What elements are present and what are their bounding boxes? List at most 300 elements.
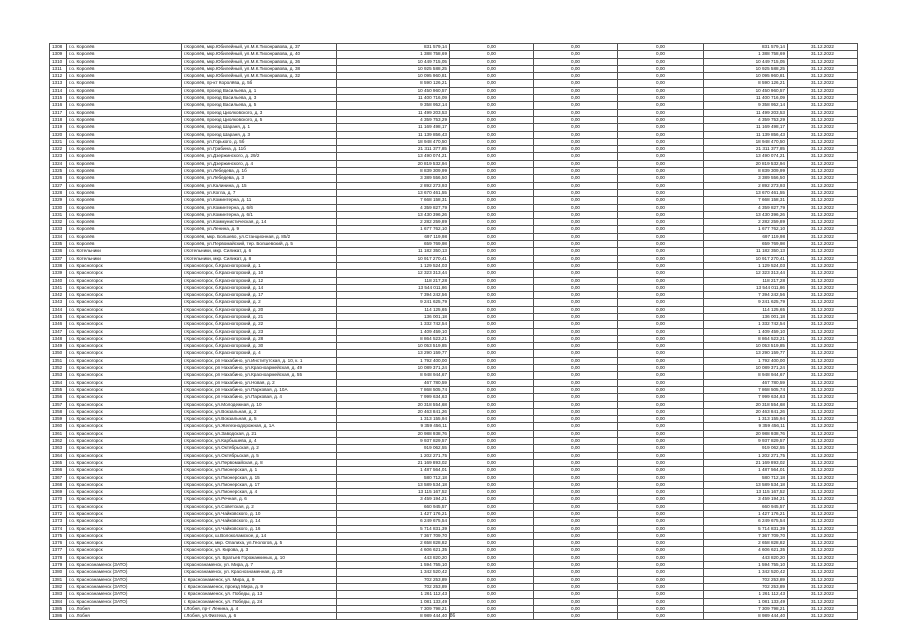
table-row [50, 489, 858, 496]
cell-amount-total: 13 490 074,21 [337, 153, 450, 160]
cell-row-number: 1336 [50, 248, 67, 255]
cell-date: 31.12.2022 [788, 554, 858, 561]
table-row [50, 270, 858, 277]
cell-amount-result: 1 332 742,54 [704, 321, 788, 328]
cell-amount-result: 702 253,89 [704, 576, 788, 583]
cell-row-number: 1386 [50, 613, 67, 620]
table-row [50, 321, 858, 328]
cell-date: 31.12.2022 [788, 365, 858, 372]
cell-amount-col-3: 0,00 [534, 467, 618, 474]
cell-row-number: 1385 [50, 605, 67, 612]
cell-amount-col-2: 0,00 [450, 372, 534, 379]
cell-amount-col-2: 0,00 [450, 189, 534, 196]
cell-amount-col-3: 0,00 [534, 569, 618, 576]
cell-amount-total: 9 359 456,11 [337, 423, 450, 430]
cell-amount-col-4: 0,00 [618, 313, 704, 320]
cell-amount-col-4: 0,00 [618, 160, 704, 167]
cell-date: 31.12.2022 [788, 262, 858, 269]
cell-amount-result: 2 892 273,93 [704, 182, 788, 189]
cell-amount-col-4: 0,00 [618, 182, 704, 189]
cell-municipality: г.о. Красногорск [67, 430, 182, 437]
cell-amount-col-4: 0,00 [618, 58, 704, 65]
table-row [50, 547, 858, 554]
cell-municipality: г.о. Красногорск [67, 438, 182, 445]
cell-amount-result: 467 780,59 [704, 379, 788, 386]
cell-municipality: г.о. Красногорск [67, 343, 182, 350]
cell-amount-total: 5 714 831,39 [337, 525, 450, 532]
cell-amount-col-3: 0,00 [534, 131, 618, 138]
cell-amount-col-4: 0,00 [618, 95, 704, 102]
cell-municipality: г.о. Королёв [67, 138, 182, 145]
cell-municipality: г.о. Королёв [67, 204, 182, 211]
cell-amount-total: 9 358 952,14 [337, 102, 450, 109]
cell-municipality: г.о. Краснознаменск (ЗАТО) [67, 576, 182, 583]
cell-row-number: 1372 [50, 511, 67, 518]
cell-municipality: г.о. Красногорск [67, 496, 182, 503]
cell-municipality: г.о. Королёв [67, 80, 182, 87]
cell-amount-col-2: 0,00 [450, 160, 534, 167]
cell-amount-col-4: 0,00 [618, 292, 704, 299]
cell-address: г.Королёв, ул.Грабина, д. 11б [182, 146, 337, 153]
cell-date: 31.12.2022 [788, 306, 858, 313]
cell-address: г.Красногорск, рп Нахабино, ул.Красноармейская, д. 49 [182, 365, 337, 372]
cell-amount-col-3: 0,00 [534, 313, 618, 320]
cell-amount-result: 20 318 554,68 [704, 401, 788, 408]
cell-amount-col-4: 0,00 [618, 262, 704, 269]
cell-address: г.Красногорск, ул.Пионерская, д. 1 [182, 467, 337, 474]
cell-amount-col-2: 0,00 [450, 481, 534, 488]
cell-row-number: 1365 [50, 459, 67, 466]
cell-municipality: г.о. Королёв [67, 211, 182, 218]
cell-address: г.Красногорск, ш.Волоколамское, д. 14 [182, 532, 337, 539]
cell-municipality: г.о. Красногорск [67, 525, 182, 532]
cell-row-number: 1323 [50, 153, 67, 160]
cell-municipality: г.о. Красногорск [67, 511, 182, 518]
cell-amount-col-3: 0,00 [534, 109, 618, 116]
cell-amount-result: 831 579,14 [704, 44, 788, 51]
cell-date: 31.12.2022 [788, 153, 858, 160]
cell-amount-col-4: 0,00 [618, 80, 704, 87]
cell-amount-col-4: 0,00 [618, 153, 704, 160]
cell-amount-col-2: 0,00 [450, 138, 534, 145]
cell-amount-col-3: 0,00 [534, 168, 618, 175]
cell-amount-total: 18 948 470,50 [337, 138, 450, 145]
cell-amount-col-3: 0,00 [534, 277, 618, 284]
cell-amount-result: 20 819 532,94 [704, 160, 788, 167]
cell-amount-col-4: 0,00 [618, 547, 704, 554]
cell-row-number: 1356 [50, 394, 67, 401]
cell-row-number: 1344 [50, 306, 67, 313]
cell-amount-col-2: 0,00 [450, 248, 534, 255]
cell-row-number: 1346 [50, 321, 67, 328]
cell-amount-col-2: 0,00 [450, 262, 534, 269]
table-row [50, 138, 858, 145]
cell-row-number: 1371 [50, 503, 67, 510]
cell-municipality: г.о. Королёв [67, 109, 182, 116]
cell-amount-col-3: 0,00 [534, 343, 618, 350]
cell-amount-result: 13 430 396,26 [704, 211, 788, 218]
cell-row-number: 1367 [50, 474, 67, 481]
cell-date: 31.12.2022 [788, 182, 858, 189]
cell-row-number: 1314 [50, 87, 67, 94]
cell-amount-col-2: 0,00 [450, 394, 534, 401]
cell-amount-result: 7 999 634,63 [704, 394, 788, 401]
cell-amount-col-3: 0,00 [534, 73, 618, 80]
table-row [50, 73, 858, 80]
table-row [50, 481, 858, 488]
cell-municipality: г.о. Красногорск [67, 386, 182, 393]
cell-row-number: 1341 [50, 284, 67, 291]
cell-date: 31.12.2022 [788, 474, 858, 481]
cell-row-number: 1308 [50, 44, 67, 51]
cell-address: г.Красногорск, б.Красногорский, д. 20 [182, 306, 337, 313]
cell-amount-result: 114 125,65 [704, 306, 788, 313]
cell-amount-result: 21 311 377,85 [704, 146, 788, 153]
table-row [50, 598, 858, 605]
cell-amount-result: 1 792 400,00 [704, 357, 788, 364]
cell-amount-col-4: 0,00 [618, 226, 704, 233]
table-row [50, 306, 858, 313]
table-row [50, 124, 858, 131]
cell-date: 31.12.2022 [788, 168, 858, 175]
cell-row-number: 1316 [50, 102, 67, 109]
cell-municipality: г.о. Красногорск [67, 313, 182, 320]
cell-row-number: 1354 [50, 379, 67, 386]
cell-row-number: 1370 [50, 496, 67, 503]
cell-address: г.Красногорск, б.Красногорский, д. 4 [182, 350, 337, 357]
cell-amount-col-3: 0,00 [534, 416, 618, 423]
cell-amount-result: 2 282 259,89 [704, 219, 788, 226]
cell-amount-total: 1 594 755,10 [337, 562, 450, 569]
cell-amount-col-4: 0,00 [618, 525, 704, 532]
cell-amount-total: 2 282 259,89 [337, 219, 450, 226]
table-row [50, 80, 858, 87]
cell-amount-col-2: 0,00 [450, 416, 534, 423]
cell-amount-total: 443 820,20 [337, 554, 450, 561]
cell-address: г.Красногорск, рп Нахабино, ул.Институтская, д. 10, к. 1 [182, 357, 337, 364]
cell-date: 31.12.2022 [788, 95, 858, 102]
table-row [50, 576, 858, 583]
cell-address: г.Красногорск, ул.Вокзальная, д. 5 [182, 416, 337, 423]
cell-date: 31.12.2022 [788, 569, 858, 576]
cell-amount-result: 8 989 444,40 [704, 613, 788, 620]
cell-municipality: г.о. Краснознаменск (ЗАТО) [67, 591, 182, 598]
cell-municipality: г.о. Королёв [67, 219, 182, 226]
cell-address: г.Королёв, пр-кт Королёва, д. 5б [182, 80, 337, 87]
cell-address: г.Королёв, мкр.Юбилейный, ул.М.К.Тихонравова, д. 32 [182, 73, 337, 80]
cell-municipality: г.о. Королёв [67, 116, 182, 123]
cell-amount-result: 21 169 893,02 [704, 459, 788, 466]
cell-amount-total: 702 253,89 [337, 583, 450, 590]
cell-amount-col-4: 0,00 [618, 489, 704, 496]
table-row [50, 350, 858, 357]
cell-amount-col-4: 0,00 [618, 277, 704, 284]
cell-amount-col-3: 0,00 [534, 394, 618, 401]
cell-date: 31.12.2022 [788, 131, 858, 138]
cell-amount-result: 10 449 715,05 [704, 58, 788, 65]
table-row [50, 313, 858, 320]
cell-row-number: 1348 [50, 335, 67, 342]
cell-amount-col-2: 0,00 [450, 511, 534, 518]
cell-municipality: г.о. Красногорск [67, 401, 182, 408]
cell-amount-col-2: 0,00 [450, 540, 534, 547]
cell-municipality: г.о. Королёв [67, 175, 182, 182]
cell-amount-col-4: 0,00 [618, 116, 704, 123]
cell-municipality: г.о. Королёв [67, 226, 182, 233]
cell-amount-result: 10 089 371,24 [704, 365, 788, 372]
cell-amount-result: 919 062,55 [704, 445, 788, 452]
cell-date: 31.12.2022 [788, 284, 858, 291]
cell-row-number: 1353 [50, 372, 67, 379]
cell-row-number: 1326 [50, 175, 67, 182]
cell-amount-col-2: 0,00 [450, 182, 534, 189]
cell-municipality: г.о. Красногорск [67, 459, 182, 466]
cell-amount-result: 118 217,28 [704, 277, 788, 284]
cell-municipality: г.о. Краснознаменск (ЗАТО) [67, 598, 182, 605]
cell-amount-col-2: 0,00 [450, 365, 534, 372]
cell-amount-result: 10 450 960,57 [704, 87, 788, 94]
cell-amount-col-2: 0,00 [450, 474, 534, 481]
cell-amount-col-2: 0,00 [450, 241, 534, 248]
cell-municipality: г.о. Королёв [67, 102, 182, 109]
cell-row-number: 1381 [50, 576, 67, 583]
cell-amount-result: 1 202 271,75 [704, 452, 788, 459]
cell-amount-total: 20 819 532,94 [337, 160, 450, 167]
cell-date: 31.12.2022 [788, 481, 858, 488]
cell-address: г.Красногорск, ул.Карбышева, д. 4 [182, 438, 337, 445]
cell-municipality: г.о. Котельники [67, 248, 182, 255]
cell-amount-col-2: 0,00 [450, 335, 534, 342]
cell-amount-col-2: 0,00 [450, 562, 534, 569]
cell-address: г.Красногорск, б.Красногорский, д. 23 [182, 328, 337, 335]
cell-municipality: г.о. Лобня [67, 605, 182, 612]
cell-row-number: 1343 [50, 299, 67, 306]
cell-date: 31.12.2022 [788, 241, 858, 248]
table-row [50, 116, 858, 123]
table-row [50, 248, 858, 255]
cell-municipality: г.о. Королёв [67, 153, 182, 160]
register-table-container [49, 43, 857, 620]
cell-amount-col-4: 0,00 [618, 335, 704, 342]
cell-amount-col-3: 0,00 [534, 241, 618, 248]
cell-amount-col-4: 0,00 [618, 357, 704, 364]
table-row [50, 262, 858, 269]
cell-amount-col-3: 0,00 [534, 598, 618, 605]
cell-amount-col-2: 0,00 [450, 226, 534, 233]
cell-amount-col-4: 0,00 [618, 613, 704, 620]
table-row [50, 87, 858, 94]
cell-date: 31.12.2022 [788, 379, 858, 386]
cell-address: г.Красногорск, ул.Пионерская, д. 15 [182, 474, 337, 481]
cell-amount-col-3: 0,00 [534, 481, 618, 488]
cell-date: 31.12.2022 [788, 313, 858, 320]
cell-amount-col-4: 0,00 [618, 233, 704, 240]
cell-amount-col-3: 0,00 [534, 211, 618, 218]
cell-amount-col-4: 0,00 [618, 416, 704, 423]
table-row [50, 394, 858, 401]
cell-row-number: 1312 [50, 73, 67, 80]
cell-amount-result: 8 839 309,99 [704, 168, 788, 175]
cell-date: 31.12.2022 [788, 343, 858, 350]
cell-amount-total: 11 169 498,17 [337, 124, 450, 131]
cell-address: г.Красногорск, ул.Октябрьская, д. 2 [182, 445, 337, 452]
cell-date: 31.12.2022 [788, 394, 858, 401]
cell-amount-col-2: 0,00 [450, 343, 534, 350]
cell-date: 31.12.2022 [788, 372, 858, 379]
cell-amount-col-4: 0,00 [618, 445, 704, 452]
cell-date: 31.12.2022 [788, 233, 858, 240]
cell-amount-col-2: 0,00 [450, 489, 534, 496]
cell-address: г.Красногорск, ул.Октябрьская, д. 5 [182, 452, 337, 459]
cell-date: 31.12.2022 [788, 562, 858, 569]
cell-amount-total: 10 095 960,81 [337, 73, 450, 80]
cell-amount-col-4: 0,00 [618, 503, 704, 510]
cell-amount-result: 580 712,18 [704, 474, 788, 481]
cell-amount-col-4: 0,00 [618, 197, 704, 204]
cell-amount-col-3: 0,00 [534, 496, 618, 503]
table-row [50, 452, 858, 459]
cell-amount-col-3: 0,00 [534, 372, 618, 379]
cell-amount-total: 10 449 715,05 [337, 58, 450, 65]
cell-amount-col-2: 0,00 [450, 197, 534, 204]
cell-municipality: г.о. Красногорск [67, 379, 182, 386]
cell-address: г.Королёв, ул.Коминтерна, д. 6/1 [182, 211, 337, 218]
cell-date: 31.12.2022 [788, 459, 858, 466]
table-row [50, 241, 858, 248]
cell-row-number: 1345 [50, 313, 67, 320]
cell-amount-result: 5 714 831,39 [704, 525, 788, 532]
table-row [50, 65, 858, 72]
cell-amount-total: 10 925 588,25 [337, 65, 450, 72]
cell-address: г.Красногорск, б.Красногорский, д. 21 [182, 313, 337, 320]
cell-date: 31.12.2022 [788, 138, 858, 145]
cell-amount-col-3: 0,00 [534, 321, 618, 328]
cell-date: 31.12.2022 [788, 292, 858, 299]
cell-municipality: г.о. Красногорск [67, 481, 182, 488]
table-row [50, 44, 858, 51]
table-row [50, 226, 858, 233]
table-row [50, 284, 858, 291]
cell-date: 31.12.2022 [788, 87, 858, 94]
table-row [50, 562, 858, 569]
cell-amount-col-2: 0,00 [450, 496, 534, 503]
cell-amount-col-4: 0,00 [618, 299, 704, 306]
cell-amount-total: 13 290 159,77 [337, 350, 450, 357]
cell-date: 31.12.2022 [788, 518, 858, 525]
cell-municipality: г.о. Красногорск [67, 365, 182, 372]
cell-row-number: 1368 [50, 481, 67, 488]
cell-amount-total: 1 261 112,43 [337, 591, 450, 598]
cell-address: г.Королёв, ул.Дзержинского, д. 4 [182, 160, 337, 167]
cell-amount-col-4: 0,00 [618, 255, 704, 262]
cell-amount-col-3: 0,00 [534, 438, 618, 445]
cell-amount-result: 20 463 841,26 [704, 408, 788, 415]
cell-address: г.Красногорск, б.Красногорский, д. 10 [182, 270, 337, 277]
cell-row-number: 1355 [50, 386, 67, 393]
cell-amount-col-3: 0,00 [534, 189, 618, 196]
cell-amount-col-4: 0,00 [618, 576, 704, 583]
cell-row-number: 1317 [50, 109, 67, 116]
cell-amount-col-4: 0,00 [618, 467, 704, 474]
cell-amount-result: 9 241 625,79 [704, 299, 788, 306]
cell-row-number: 1379 [50, 562, 67, 569]
cell-amount-col-3: 0,00 [534, 591, 618, 598]
cell-municipality: г.о. Красногорск [67, 489, 182, 496]
cell-amount-result: 443 820,20 [704, 554, 788, 561]
table-row [50, 95, 858, 102]
table-row [50, 292, 858, 299]
cell-amount-col-3: 0,00 [534, 44, 618, 51]
cell-amount-total: 1 427 176,21 [337, 511, 450, 518]
cell-address: г.Королёв, мкр.Юбилейный, ул.М.К.Тихонравова, д. 36 [182, 58, 337, 65]
cell-amount-result: 13 290 159,77 [704, 350, 788, 357]
cell-amount-col-3: 0,00 [534, 379, 618, 386]
cell-date: 31.12.2022 [788, 226, 858, 233]
cell-amount-col-3: 0,00 [534, 605, 618, 612]
cell-amount-col-3: 0,00 [534, 51, 618, 58]
cell-amount-result: 660 945,57 [704, 503, 788, 510]
table-row [50, 459, 858, 466]
cell-amount-result: 11 139 856,43 [704, 131, 788, 138]
cell-amount-col-3: 0,00 [534, 306, 618, 313]
table-row [50, 328, 858, 335]
cell-municipality: г.о. Королёв [67, 233, 182, 240]
cell-amount-col-3: 0,00 [534, 146, 618, 153]
cell-amount-col-2: 0,00 [450, 95, 534, 102]
cell-date: 31.12.2022 [788, 386, 858, 393]
cell-address: г.Королёв, ул.Когла, д. 7 [182, 189, 337, 196]
cell-amount-col-3: 0,00 [534, 408, 618, 415]
cell-date: 31.12.2022 [788, 328, 858, 335]
cell-amount-col-2: 0,00 [450, 525, 534, 532]
table-row [50, 357, 858, 364]
cell-amount-col-2: 0,00 [450, 124, 534, 131]
cell-amount-result: 1 261 112,43 [704, 591, 788, 598]
cell-municipality: г.о. Королёв [67, 73, 182, 80]
cell-address: г.Королёв, ул.Первомайский, тер. Болшевский, д. 5 [182, 241, 337, 248]
cell-amount-total: 1 313 155,94 [337, 416, 450, 423]
cell-municipality: г.о. Красногорск [67, 474, 182, 481]
table-row [50, 386, 858, 393]
cell-row-number: 1338 [50, 262, 67, 269]
cell-amount-col-2: 0,00 [450, 576, 534, 583]
register-table [49, 43, 858, 620]
cell-row-number: 1350 [50, 350, 67, 357]
cell-address: г.Королёв, проезд Циолковского, д. 3 [182, 109, 337, 116]
table-row [50, 102, 858, 109]
cell-row-number: 1352 [50, 365, 67, 372]
cell-row-number: 1358 [50, 408, 67, 415]
cell-amount-total: 13 430 396,26 [337, 211, 450, 218]
cell-amount-result: 13 490 074,21 [704, 153, 788, 160]
cell-municipality: г.о. Красногорск [67, 350, 182, 357]
cell-amount-col-2: 0,00 [450, 569, 534, 576]
cell-date: 31.12.2022 [788, 357, 858, 364]
cell-address: г. Краснознаменск, ул. Победы, д. 13 [182, 591, 337, 598]
cell-date: 31.12.2022 [788, 211, 858, 218]
cell-address: г.Королёв, проезд Шараня, д. 1 [182, 124, 337, 131]
cell-row-number: 1366 [50, 467, 67, 474]
cell-address: г.Красногорск, ул.Молодежная, д. 10 [182, 401, 337, 408]
cell-amount-col-2: 0,00 [450, 547, 534, 554]
cell-date: 31.12.2022 [788, 532, 858, 539]
cell-amount-col-4: 0,00 [618, 306, 704, 313]
cell-date: 31.12.2022 [788, 445, 858, 452]
cell-row-number: 1318 [50, 116, 67, 123]
cell-amount-col-2: 0,00 [450, 233, 534, 240]
cell-date: 31.12.2022 [788, 321, 858, 328]
cell-amount-col-3: 0,00 [534, 401, 618, 408]
